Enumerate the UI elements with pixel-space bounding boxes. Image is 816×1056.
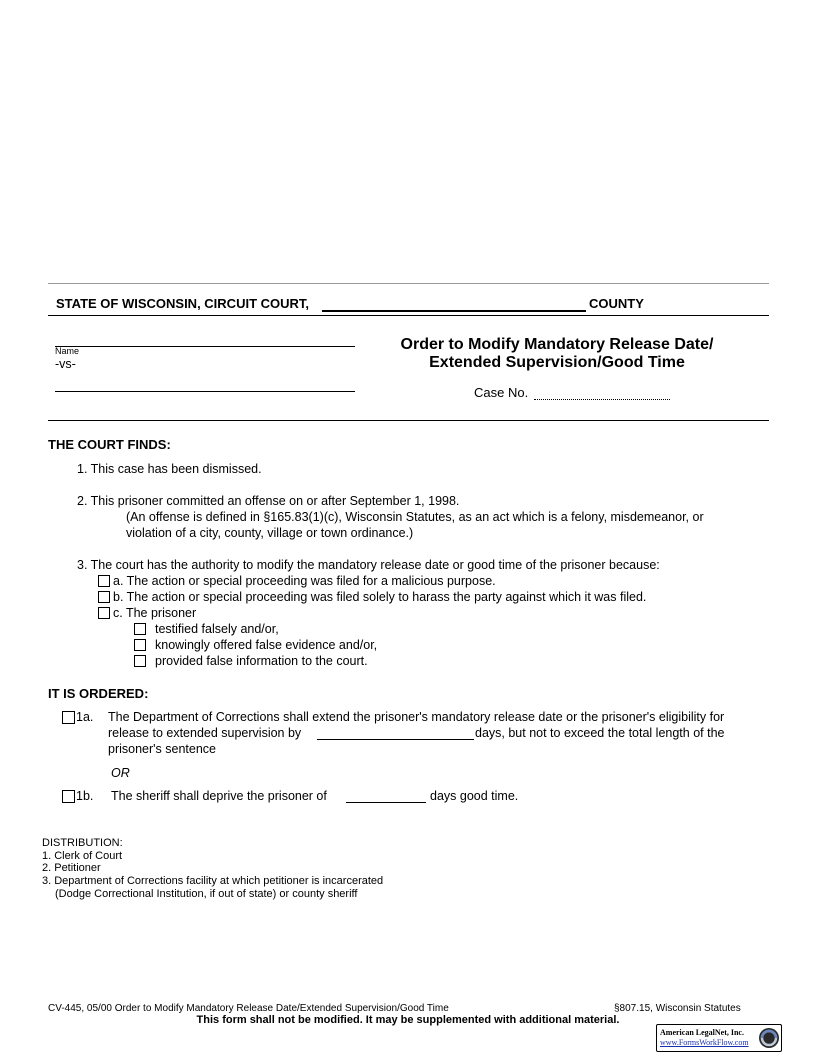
finding-1: 1. This case has been dismissed. (77, 462, 262, 476)
county-label: COUNTY (589, 296, 644, 311)
order-1a-line2-start: release to extended supervision by (108, 726, 302, 740)
header-rule (48, 315, 769, 316)
state-court-label: STATE OF WISCONSIN, CIRCUIT COURT, (56, 296, 310, 311)
case-no-label: Case No. (474, 385, 529, 400)
order-1b-checkbox[interactable] (62, 790, 75, 803)
caption-rule (48, 420, 769, 421)
order-1a-number: 1a. (76, 710, 94, 724)
modification-notice: This form shall not be modified. It may be supplemented with additional material. (196, 1014, 620, 1026)
distribution-3-cont: (Dodge Correctional Institution, if out of state) or county sheriff (55, 888, 358, 900)
order-1a-line2-end: days, but not to exceed the total length of the (475, 726, 725, 740)
order-1b-end: days good time. (430, 789, 519, 803)
finding-3a: a. The action or special proceeding was filed for a malicious purpose. (113, 574, 496, 588)
order-1a-line1: The Department of Corrections shall extend the prisoner's mandatory release date or the prisoner's eligibility for (108, 710, 725, 724)
finding-2: 2. This prisoner committed an offense on or after September 1, 1998. (77, 494, 460, 508)
american-legalnet-logo[interactable] (656, 1024, 782, 1052)
distribution-heading: DISTRIBUTION: (42, 837, 123, 849)
finding-3a-checkbox[interactable] (98, 575, 110, 587)
logo-company: American LegalNet, Inc. (660, 1028, 744, 1037)
case-no-blank (534, 399, 670, 400)
order-1b-number: 1b. (76, 789, 94, 803)
globe-icon (758, 1027, 780, 1049)
finding-2-note-1: (An offense is defined in §165.83(1)(c), Wisconsin Statutes, as an act which is a felony, misdemeanor, or (126, 510, 704, 524)
false-information: provided false information to the court. (155, 654, 368, 668)
extension-days-blank[interactable] (317, 739, 474, 740)
form-title-line2: Extended Supervision/Good Time (429, 354, 685, 371)
finding-2-note-2: violation of a city, county, village or town ordinance.) (126, 526, 414, 540)
distribution-2: 2. Petitioner (42, 862, 101, 874)
distribution-1: 1. Clerk of Court (42, 850, 123, 862)
court-finds-heading: THE COURT FINDS: (48, 437, 171, 452)
county-blank (322, 310, 586, 312)
testified-falsely-checkbox[interactable] (134, 623, 146, 635)
order-1a-line3: prisoner's sentence (108, 742, 217, 756)
name-blank (55, 346, 355, 347)
distribution-3: 3. Department of Corrections facility at which petitioner is incarcerated (42, 875, 384, 887)
respondent-blank (55, 391, 355, 392)
order-1b-start: The sheriff shall deprive the prisoner of (111, 789, 327, 803)
finding-3c: c. The prisoner (113, 606, 197, 620)
false-information-checkbox[interactable] (134, 655, 146, 667)
vs-label: -vs- (55, 357, 76, 371)
finding-3b: b. The action or special proceeding was filed solely to harass the party against which it was filed. (113, 590, 647, 604)
finding-3: 3. The court has the authority to modify the mandatory release date or good time of the prisoner because: (77, 558, 660, 572)
or-label: OR (111, 766, 130, 780)
finding-3b-checkbox[interactable] (98, 591, 110, 603)
false-evidence-checkbox[interactable] (134, 639, 146, 651)
testified-falsely: testified falsely and/or, (155, 622, 279, 636)
form-id: CV-445, 05/00 Order to Modify Mandatory Release Date/Extended Supervision/Good Time (48, 1003, 449, 1014)
statute-reference: §807.15, Wisconsin Statutes (614, 1003, 741, 1014)
order-1a-checkbox[interactable] (62, 711, 75, 724)
name-label: Name (55, 346, 80, 356)
false-evidence: knowingly offered false evidence and/or, (155, 638, 378, 652)
finding-3c-checkbox[interactable] (98, 607, 110, 619)
top-rule (48, 283, 769, 284)
ordered-heading: IT IS ORDERED: (48, 686, 149, 701)
logo-url: www.FormsWorkFlow.com (660, 1038, 749, 1047)
good-time-days-blank[interactable] (346, 802, 426, 803)
form-title-line1: Order to Modify Mandatory Release Date/ (400, 336, 714, 353)
